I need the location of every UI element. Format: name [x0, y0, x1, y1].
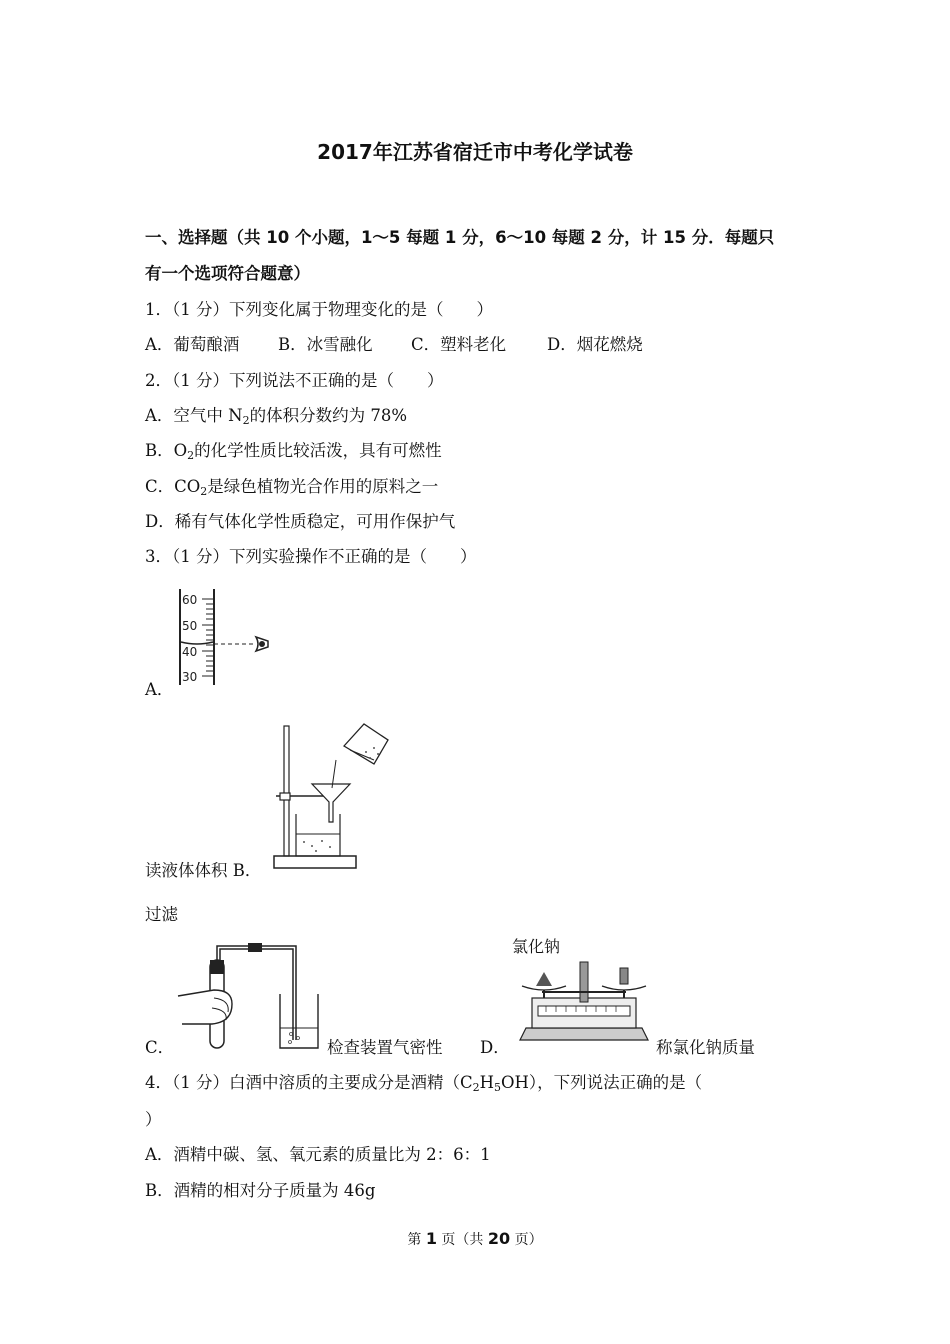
question-3-option-c-caption: 检查装置气密性 [327, 1038, 443, 1057]
question-3-option-c-label: C． [145, 1038, 175, 1057]
option-d: D．烟花燃烧 [547, 335, 643, 354]
question-4-stem-line2: ） [145, 1110, 162, 1129]
airtightness-check-figure [176, 938, 324, 1050]
question-3-option-d-caption: 称氯化钠质量 [656, 1038, 755, 1057]
tick-label-50: 50 [182, 619, 198, 633]
question-3-option-a-label: A． [145, 680, 174, 699]
balance-label: 氯化钠 [512, 937, 561, 956]
option-c: C．塑料老化 [411, 335, 507, 354]
tick-label-60: 60 [182, 593, 198, 607]
page-title: 2017年江苏省宿迁市中考化学试卷 [317, 140, 633, 164]
balance-figure [516, 958, 652, 1050]
question-3-option-b-caption: 过滤 [145, 905, 178, 924]
question-4-option-b: B．酒精的相对分子质量为 46g [145, 1181, 376, 1200]
question-3-option-d-label: D． [480, 1038, 510, 1057]
question-2-stem: 2．（1 分）下列说法不正确的是（ ） [145, 371, 444, 390]
tick-label-40: 40 [182, 645, 198, 659]
page-number: 1 [425, 1229, 437, 1248]
question-4-stem: 4．（1 分）白酒中溶质的主要成分是酒精$(C_2H_5OH)$，下列说法正确的是（ [145, 1073, 703, 1094]
question-2-option-c: C．$CO_2$是绿色植物光合作用的原料之一 [145, 477, 439, 498]
section-heading-line2: 有一个选项符合题意） [145, 264, 310, 283]
option-b: B．冰雪融化 [278, 335, 373, 354]
graduated-cylinder-figure [172, 585, 282, 689]
question-2-option-d: D．稀有气体化学性质稳定，可用作保护气 [145, 512, 456, 531]
page-footer: 第 1 页（共 20 页） [407, 1229, 543, 1248]
filtration-figure [270, 720, 395, 872]
question-3-stem: 3．（1 分）下列实验操作不正确的是（ ） [145, 547, 477, 566]
page-total: 20 [487, 1229, 511, 1248]
question-2-option-a: A．空气中 $N_2$的体积分数约为 78% [145, 406, 408, 427]
option-a: A．葡萄酿酒 [145, 335, 240, 354]
section-heading-line1: 一、选择题（共 10 个小题，1～5 每题 1 分，6～10 每题 2 分，计 15 分．每题只 [145, 228, 775, 247]
question-1-options [145, 331, 643, 355]
question-1-stem: 1．（1 分）下列变化属于物理变化的是（ ） [145, 300, 493, 319]
tick-label-30: 30 [182, 670, 198, 684]
question-4-option-a: A．酒精中碳、氢、氧元素的质量比为 2：6：1 [145, 1145, 491, 1164]
question-2-option-b: B．$O_2$的化学性质比较活泼，具有可燃性 [145, 441, 442, 462]
question-3-option-a-caption: 读液体体积 B． [145, 861, 262, 880]
